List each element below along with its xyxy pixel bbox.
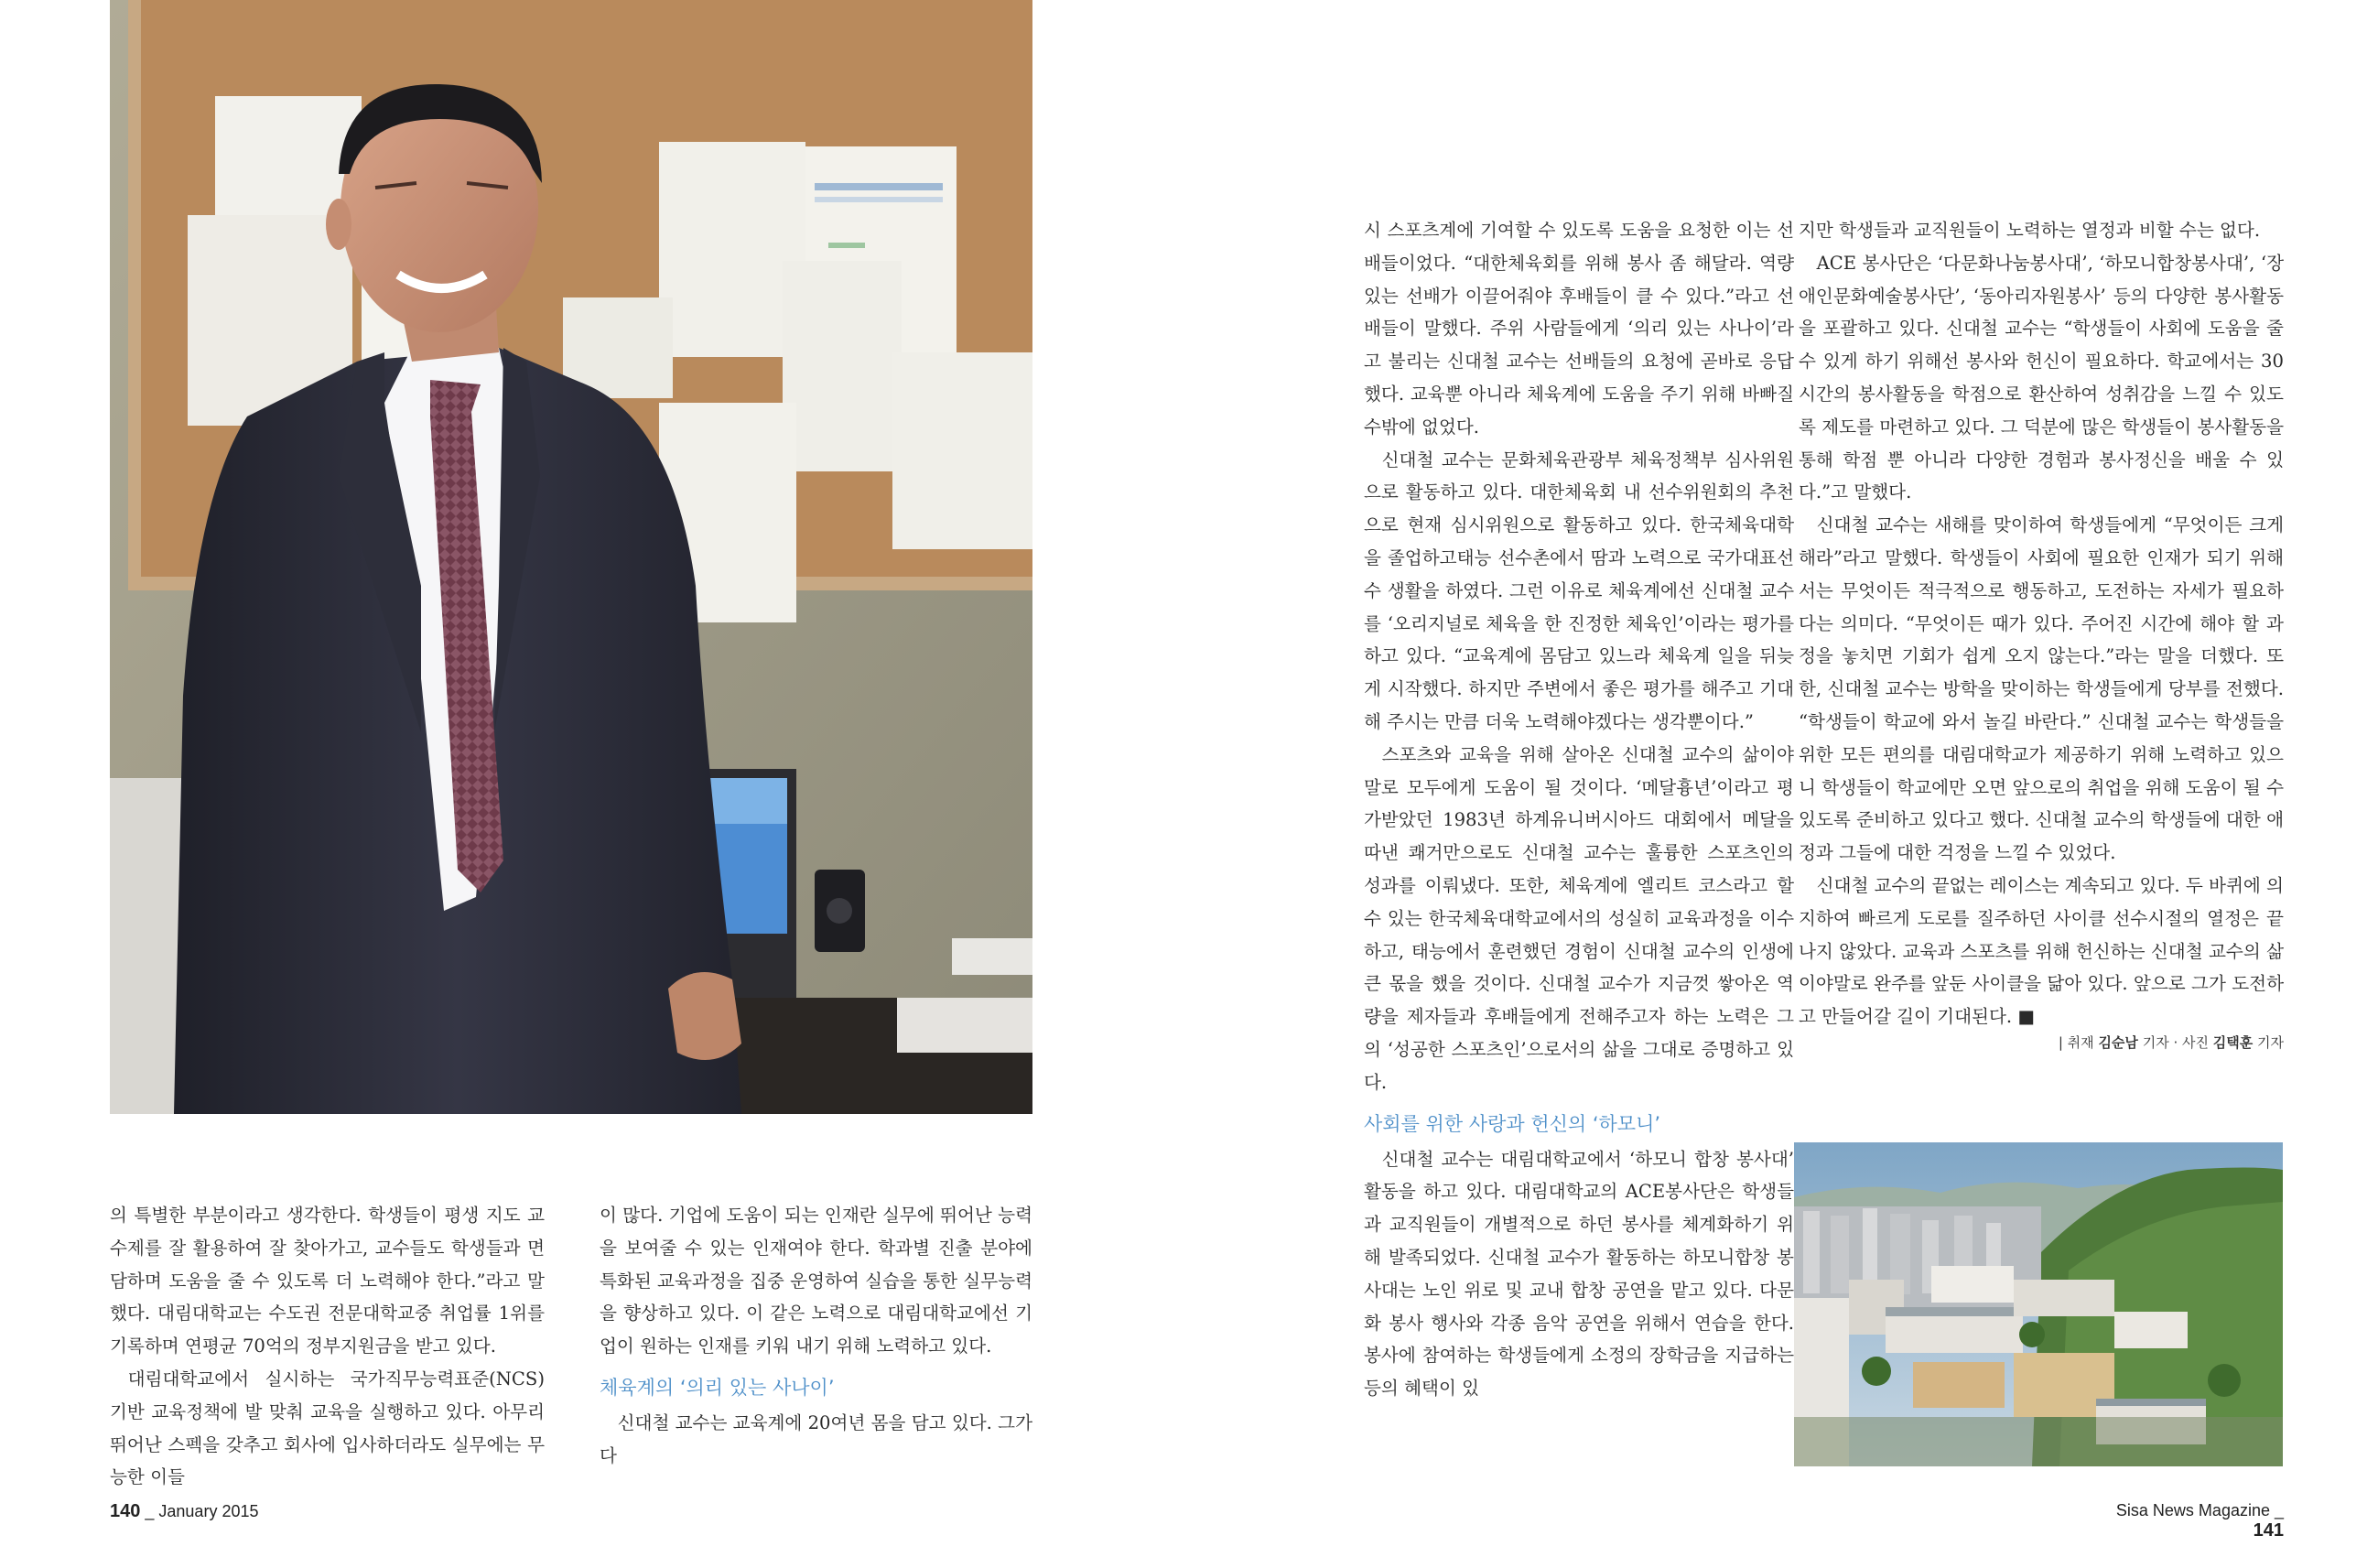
section-heading: 체육계의 ‘의리 있는 사나이’: [600, 1376, 835, 1399]
paragraph: 신대철 교수는 교육계에 20여년 몸을 담고 있다. 그가 다: [600, 1411, 1032, 1466]
paragraph: 의 특별한 부분이라고 생각한다. 학생들이 평생 지도 교수제를 잘 활용하여 잘 찾아가고, 교수들도 학생들과 면담하며 도움을 줄 수 있도록 더 노력해야 한다.”라고 말했다. 대림대학교는 수도권 전문대학교중 취업률 1위를 기록하며 연평균 70억의 정부지원금을 받고 있다.: [110, 1205, 545, 1357]
page-number-right: [2087, 1501, 2284, 1541]
byline-credit: [2050, 1033, 2284, 1052]
paragraph: 지만 학생들과 교직원들이 노력하는 열정과 비할 수는 없다.: [1799, 220, 2261, 241]
magazine-label: Sisa News Magazine _: [2115, 1501, 2284, 1519]
photographer-name: 김택훈: [2212, 1034, 2254, 1051]
campus-photo: [1794, 1142, 2283, 1466]
paragraph-text: 신대철 교수의 끝없는 레이스는 계속되고 있다. 두 바퀴에 의지하여 빠르게 도로를 질주하던 사이클 선수시절의 열정은 끝나지 않았다. 교육과 스포츠를 위해 헌신하는 신대철 교수의 삶이야말로 완주를 앞둔 사이클을 닮아 있다. 앞으로 그가 도전하고 만들어갈 길이 기대된다.: [1799, 874, 2284, 1028]
paragraph: 신대철 교수는 대림대학교에서 ‘하모니 합창 봉사대’ 활동을 하고 있다. 대림대학교의 ACE봉사단은 학생들과 교직원들이 개별적으로 하던 봉사를 체계화하기 위해 발족되었다. 신대철 교수가 활동하는 하모니합창 봉사대는 노인 위로 및 교내 합창 공연을 맡고 있다. 다문화 봉사 행사와 각종 음악 공연을 위해서 연습을 한다. 봉사에 참여하는 학생들에게 소정의 장학금을 지급하는 등의 혜택이 있: [1364, 1148, 1794, 1400]
paragraph: [1799, 870, 2284, 1033]
text-column-1: [110, 1199, 545, 1494]
reporter-name: 김순남: [2098, 1034, 2138, 1051]
portrait-photo: [110, 0, 1032, 1114]
paragraph: 신대철 교수는 새해를 맞이하여 학생들에게 “무엇이든 크게 해라”라고 말했다. 학생들이 사회에 필요한 인재가 되기 위해서는 무엇이든 적극적으로 행동하고, 도전하는 자세가 필요하다는 의미다. “무엇이든 때가 있다. 주어진 시간에 해야 할 과정을 놓치면 기회가 쉽게 오지 않는다.”라는 말을 더했다. 또한, 신대철 교수는 방학을 맞이하는 학생들에게 당부를 전했다. “학생들이 학교에 와서 놀길 바란다.” 신대철 교수는 학생들을 위한 모든 편의를 대림대학교가 제공하기 위해 노력하고 있으니 학생들이 학교에만 오면 앞으로의 취업을 위해 도움이 될 수 있도록 준비하고 있다고 했다. 신대철 교수의 학생들에 대한 애정과 그들에 대한 걱정을 느낄 수 있었다.: [1799, 514, 2284, 864]
paragraph: 시 스포츠계에 기여할 수 있도록 도움을 요청한 이는 선배들이었다. “대한체육회를 위해 봉사 좀 해달라. 역량 있는 선배가 이끌어줘야 후배들이 클 수 있다.”라고 선배들이 말했다. 주위 사람들에게 ‘의리 있는 사나이’라고 불리는 신대철 교수는 선배들의 요청에 곧바로 응답했다. 교육뿐 아니라 체육계에 도움을 주기 위해 바빠질 수밖에 없었다.: [1364, 220, 1794, 438]
credit-middle: 기자 · 사진: [2142, 1034, 2209, 1051]
issue-label: _ January 2015: [145, 1502, 259, 1520]
paragraph: 스포츠와 교육을 위해 살아온 신대철 교수의 삶이야말로 모두에게 도움이 될 것이다. ‘메달흉년’이라고 평가받았던 1983년 하계유니버시아드 대회에서 메달을 따낸 쾌거만으로도 신대철 교수는 훌륭한 스포츠인의 성과를 이뤄냈다. 또한, 체육계에 엘리트 코스라고 할 수 있는 한국체육대학교에서의 성실히 교육과정을 이수하고, 태능에서 훈련했던 경험이 신대철 교수의 인생에 큰 몫을 했을 것이다. 신대철 교수가 지금껏 쌓아온 역량을 제자들과 후배들에게 전해주고자 하는 노력은 그의 ‘성공한 스포츠인’으로서의 삶을 그대로 증명하고 있다.: [1364, 743, 1794, 1093]
campus-image: [1794, 1142, 2283, 1466]
paragraph: ACE 봉사단은 ‘다문화나눔봉사대’, ‘하모니합창봉사대’, ‘장애인문화예술봉사단’, ‘동아리자원봉사’ 등의 다양한 봉사활동을 포괄하고 있다. 신대철 교수는 “학생들이 사회에 도움을 줄 수 있게 하기 위해선 봉사와 헌신이 필요하다. 학교에서는 30시간의 봉사활동을 학점으로 환산하여 성취감을 느낄 수 있도록 제도를 마련하고 있다. 그 덕분에 많은 학생들이 봉사활동을 통해 학점 뿐 아니라 다양한 경험과 봉사정신을 배울 수 있다.”고 말했다.: [1799, 252, 2284, 503]
text-column-2: [600, 1199, 1032, 1473]
page-number: 141: [2253, 1520, 2284, 1541]
page-number: 140: [110, 1501, 141, 1521]
credit-prefix: | 취재: [2058, 1034, 2094, 1051]
section-heading: 사회를 위한 사랑과 헌신의 ‘하모니’: [1364, 1112, 1661, 1135]
paragraph: 대림대학교에서 실시하는 국가직무능력표준(NCS) 기반 교육정책에 발 맞춰 교육을 실행하고 있다. 아무리 뛰어난 스펙을 갖추고 회사에 입사하더라도 실무에는 무능한 이들: [110, 1368, 545, 1488]
text-column-4: [1799, 214, 2284, 1033]
end-mark-icon: ■: [2017, 1006, 2035, 1028]
paragraph: 신대철 교수는 문화체육관광부 체육정책부 심사위원으로 활동하고 있다. 대한체육회 내 선수위원회의 추천으로 현재 심시위원으로 활동하고 있다. 한국체육대학을 졸업하고태능 선수촌에서 땀과 노력으로 국가대표선수 생활을 하였다. 그런 이유로 체육계에선 신대철 교수를 ‘오리지널로 체육을 한 진정한 체육인’이라는 평가를 하고 있다. “교육계에 몸담고 있느라 체육계 일을 뒤늦게 시작했다. 하지만 주변에서 좋은 평가를 해주고 기대해 주시는 만큼 더욱 노력해야겠다는 생각뿐이다.”: [1364, 449, 1794, 732]
page-number-left: [110, 1501, 258, 1522]
credit-suffix: 기자: [2257, 1034, 2284, 1051]
portrait-image: [110, 0, 1032, 1114]
text-column-3: [1364, 214, 1794, 1405]
paragraph: 이 많다. 기업에 도움이 되는 인재란 실무에 뛰어난 능력을 보여줄 수 있는 인재여야 한다. 학과별 진출 분야에 특화된 교육과정을 집중 운영하여 실습을 통한 실무능력을 향상하고 있다. 이 같은 노력으로 대림대학교에선 기업이 원하는 인재를 키워 내기 위해 노력하고 있다.: [600, 1205, 1032, 1357]
